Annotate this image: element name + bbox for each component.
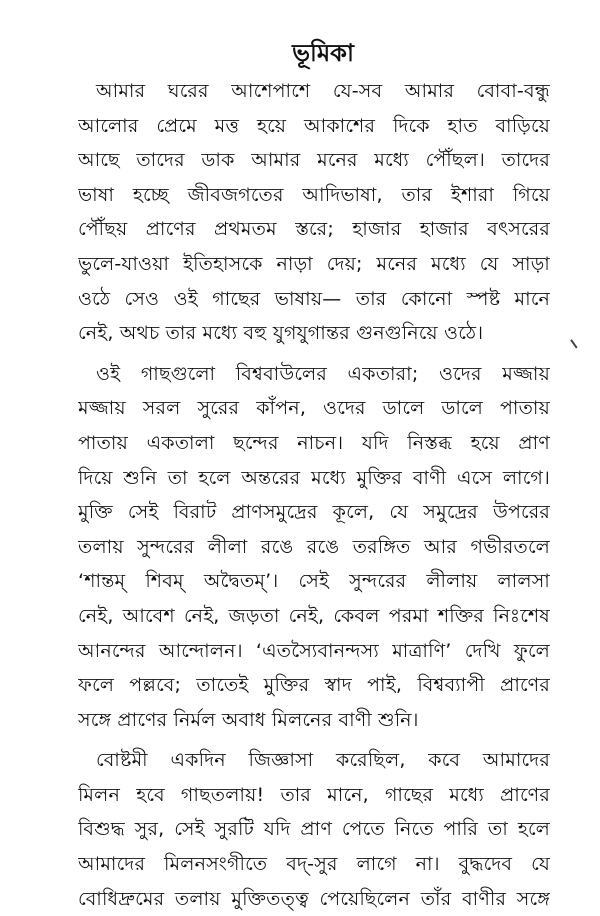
text-line: সঙ্গে প্রাণের নির্মল অবাধ মিলনের বাণী শুনি। xyxy=(78,708,419,731)
paragraph-2 xyxy=(78,357,550,738)
text-line: আমাদের মিলনসংগীতে বদ্-সুর লাগে না। বুদ্ধদেব যে xyxy=(78,853,550,876)
text-line: ভুলে-যাওয়া ইতিহাসকে নাড়া দেয়; মনের মধ্যে যে সাড়া xyxy=(78,252,550,275)
text-line: ফলে পল্লবে; তাতেই মুক্তির স্বাদ পাই, বিশ্বব্যাপী প্রাণের xyxy=(78,674,550,697)
text-line: বিশুদ্ধ সুর, সেই সুরটি যদি প্রাণ পেতে নিতে পারি তা হলে xyxy=(78,818,550,841)
text-line: বোধিদ্রুমের তলায় মুক্তিতত্ত্ব পেয়েছিলেন তাঁর বাণীর সঙ্গে xyxy=(78,887,550,910)
text-line: মিলন হবে গাছতলায়! তার মানে, গাছের মধ্যে প্রাণের xyxy=(78,783,550,806)
text-line: বোষ্টমী একদিন জিজ্ঞাসা করেছিল, কবে আমাদের xyxy=(96,749,550,772)
text-line: ওই গাছগুলো বিশ্ববাউলের একতারা; ওদের মজ্জায় xyxy=(96,362,550,385)
text-line: নেই, অথচ তার মধ্যে বহু যুগযুগান্তর গুনগুনিয়ে ওঠে। xyxy=(78,322,484,345)
text-line: মুক্তি সেই বিরাট প্রাণসমুদ্রের কূলে, যে সমুদ্রের উপরের xyxy=(78,501,550,524)
text-line: পাতায় একতালা ছন্দের নাচন। যদি নিস্তব্ধ হয়ে প্রাণ xyxy=(78,431,550,454)
text-line: আনন্দের আন্দোলন। ‘এতস্যৈবানন্দস্য মাত্রাণি’ দেখি ফুলে xyxy=(78,639,550,662)
paragraph-1 xyxy=(78,74,550,351)
text-line: পৌঁছয় প্রাণের প্রথমতম স্তরে; হাজার হাজার বৎসরের xyxy=(78,218,550,241)
paragraph-3 xyxy=(78,743,550,916)
text-line: মজ্জায় সরল সুরের কাঁপন, ওদের ডালে ডালে পাতায় xyxy=(78,397,550,420)
text-line: দিয়ে শুনি তা হলে অন্তরের মধ্যে মুক্তির বাণী এসে লাগে। xyxy=(78,466,550,489)
text-line: তলায় সুন্দরের লীলা রঙে রঙে তরঙ্গিত আর গভীরতলে xyxy=(78,535,550,558)
text-line: ওঠে সেও ওই গাছের ভাষায়— তার কোনো স্পষ্ট মানে xyxy=(78,287,550,310)
text-line: আলোর প্রেমে মত্ত হয়ে আকাশের দিকে হাত বাড়িয়ে xyxy=(78,114,550,137)
text-line: নেই, আবেশ নেই, জড়তা নেই, কেবল পরমা শক্তির নিঃশেষ xyxy=(78,604,550,627)
text-line: ‘শান্তম্ শিবম্ অদ্বৈতম্’। সেই সুন্দরের লীলায় লালসা xyxy=(78,570,550,593)
text-line: আছে তাদের ডাক আমার মনের মধ্যে পৌঁছল। তাদের xyxy=(78,149,550,172)
page-title: ভূমিকা xyxy=(292,39,354,67)
text-line: ভাষা হচ্ছে জীবজগতের আদিভাষা, তার ইশারা গিয়ে xyxy=(78,183,550,206)
text-line: আমার ঘরের আশেপাশে যে-সব আমার বোবা-বন্ধু xyxy=(96,80,550,102)
